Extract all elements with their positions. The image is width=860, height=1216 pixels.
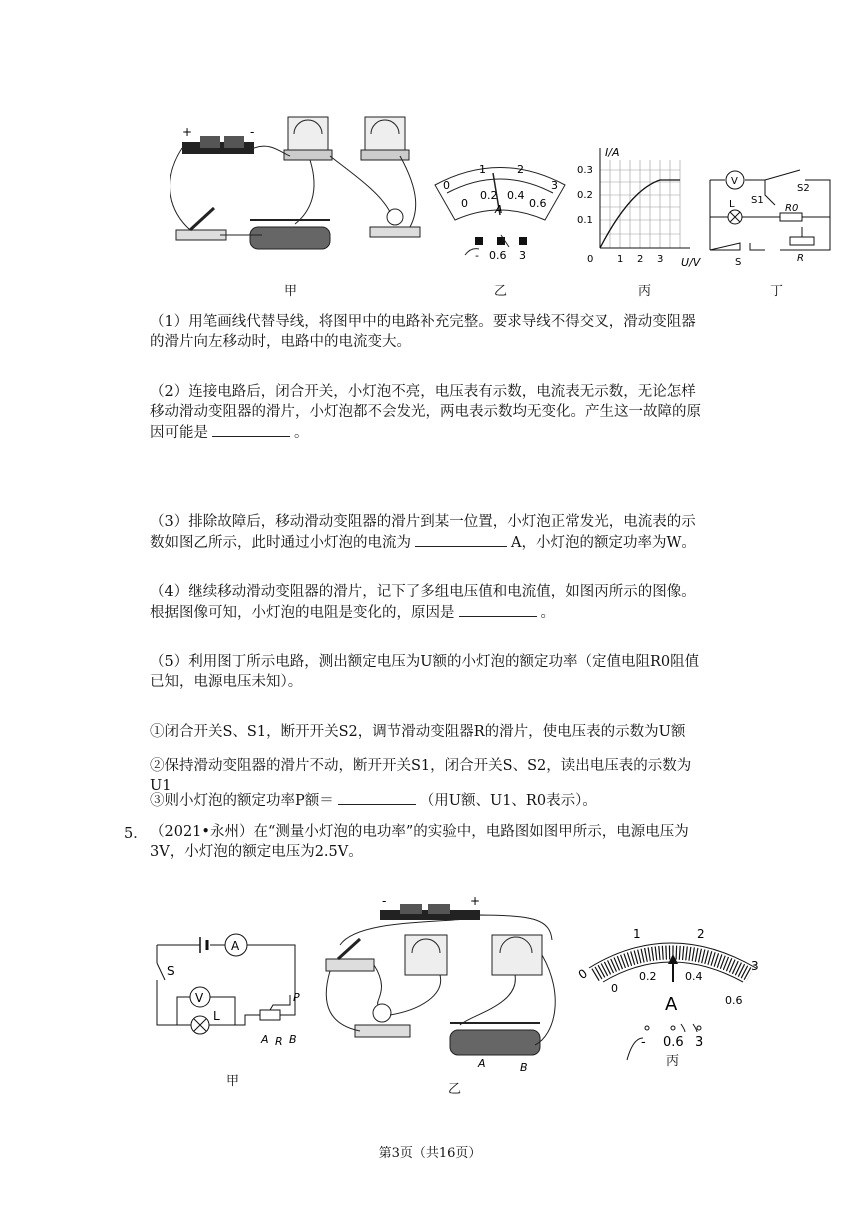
question-4-end: 。 — [540, 605, 555, 621]
answer-blank-power[interactable] — [338, 790, 416, 805]
bottom-V: V — [195, 991, 204, 1005]
meter-top-2: 2 — [517, 163, 524, 176]
bottom-B: B — [289, 1033, 297, 1046]
figure-bing-meter-bottom — [575, 920, 765, 1070]
meter-bot-3: 0.6 — [529, 197, 547, 210]
question-1: （1）用笔画线代替导线，将图甲中的电路补充完整。要求导线不得交叉，滑动变阻器的滑片向左移动时，电路中的电流变大。 — [150, 314, 696, 350]
graph-xtick-0: 0 — [587, 254, 594, 265]
step-3-end: （用U额、U1、R0表示）。 — [419, 793, 597, 809]
meter-top-0: 0 — [443, 179, 450, 192]
step-3-text: ③则小灯泡的额定功率P额＝ — [150, 793, 334, 809]
rheo-A: A — [478, 1057, 486, 1070]
graph-ytick-1: 0.2 — [577, 190, 593, 201]
figure-jia-top — [170, 112, 430, 272]
answer-blank-4[interactable] — [459, 602, 537, 617]
graph-ytick-0: 0.3 — [577, 165, 593, 176]
caption-bottom-jia: 甲 — [226, 1074, 240, 1089]
step-3 — [150, 790, 710, 811]
caption-ding: 丁 — [770, 284, 784, 299]
bottom-A: A — [261, 1033, 269, 1046]
ding-V: V — [731, 176, 738, 187]
meter-top-1: 1 — [479, 163, 486, 176]
caption-bottom-bing: 丙 — [666, 1054, 680, 1069]
ding-S2: S2 — [797, 183, 810, 194]
question-5-intro: （5）利用图丁所示电路，测出额定电压为U额的小灯泡的额定功率（定值电阻R0阻值已知，电源电压未知）。 — [150, 654, 700, 690]
meter-bot-1: 0.2 — [480, 189, 498, 202]
meter-term-1: 0.6 — [489, 249, 507, 262]
question-5-number: 5． — [124, 826, 148, 842]
question-4-text: （4）继续移动滑动变阻器的滑片，记下了多组电压值和电流值，如图丙所示的图像。根据图像可知，小灯泡的电阻是变化的，原因是 — [150, 584, 696, 621]
step-2: ②保持滑动变阻器的滑片不动，断开开关S1，闭合开关S、S2，读出电压表的示数为U1 — [150, 758, 692, 794]
graph-xtick-2: 2 — [637, 254, 644, 265]
meter-term-0: - — [475, 249, 479, 262]
bottom-meter-top-2: 2 — [697, 927, 705, 941]
caption-yi: 乙 — [494, 284, 508, 299]
graph-ylabel: I/A — [605, 146, 620, 159]
bottom-meter-bot-3: 0.6 — [725, 994, 743, 1007]
figure-yi-bottom — [320, 895, 565, 1075]
question-5-stem: （2021•永州）在“测量小灯泡的电功率”的实验中，电路图如图甲所示，电源电压为3V，小灯泡的额定电压为2.5V。 — [150, 824, 689, 860]
ding-R: R — [797, 253, 804, 264]
question-2-text: （2）连接电路后，闭合开关，小灯泡不亮，电压表有示数，电流表无示数，无论怎样移动滑动变阻器的滑片，小灯泡都不会发光，两电表示数均无变化。产生这一故障的原因可能是 — [150, 384, 701, 441]
caption-bing: 丙 — [638, 284, 652, 299]
rheo-B: B — [520, 1061, 528, 1074]
question-3-mid: A，小灯泡的额定功率为 — [511, 535, 667, 551]
svg-text:0: 0 — [575, 966, 590, 983]
question-2 — [150, 382, 710, 443]
step-1: ①闭合开关S、S1，断开开关S2，调节滑动变阻器R的滑片，使电压表的示数为U额 — [150, 724, 686, 740]
bottom-ammeter-A: A — [231, 939, 240, 953]
bottom-P: P — [293, 991, 300, 1004]
question-4 — [150, 582, 710, 623]
answer-blank-2[interactable] — [212, 422, 290, 437]
bottom-meter-top-1: 1 — [633, 927, 641, 941]
meter-top-3: 3 — [551, 179, 558, 192]
svg-text:-: - — [382, 895, 387, 908]
question-2-end: 。 — [294, 425, 309, 441]
answer-blank-3a[interactable] — [415, 532, 507, 547]
bottom-meter-bot-0: 0 — [611, 982, 618, 995]
bottom-meter-bot-2: 0.4 — [685, 970, 703, 983]
bottom-meter-top-3: 3 — [751, 959, 759, 973]
svg-text:-: - — [250, 125, 255, 139]
bottom-meter-letter: A — [665, 994, 678, 1015]
graph-xlabel: U/V — [681, 256, 701, 269]
ding-S: S — [735, 257, 742, 268]
svg-text:+: + — [182, 125, 193, 139]
svg-text:+: + — [470, 895, 481, 908]
caption-jia: 甲 — [284, 284, 298, 299]
graph-xtick-3: 3 — [657, 254, 664, 265]
meter-term-2: 3 — [519, 249, 526, 262]
graph-xtick-1: 1 — [617, 254, 624, 265]
bottom-S: S — [167, 964, 175, 978]
bottom-R: R — [275, 1035, 283, 1048]
figure-jia-bottom — [145, 925, 320, 1065]
bottom-meter-term-1: 0.6 — [663, 1035, 684, 1050]
ding-S1: S1 — [751, 195, 764, 206]
question-3 — [150, 512, 710, 553]
figure-bing-graph — [575, 140, 705, 275]
figure-yi-meter — [425, 155, 575, 265]
bottom-meter-bot-1: 0.2 — [639, 970, 657, 983]
page-footer: 第3页（共16页） — [378, 1146, 482, 1161]
bottom-meter-term-0: - — [641, 1035, 646, 1050]
meter-bot-0: 0 — [461, 197, 468, 210]
meter-letter: A — [495, 203, 503, 216]
caption-bottom-yi: 乙 — [448, 1082, 462, 1097]
meter-bot-2: 0.4 — [507, 189, 525, 202]
bottom-meter-term-2: 3 — [695, 1035, 704, 1050]
figure-ding-circuit — [705, 165, 845, 275]
graph-ytick-2: 0.1 — [577, 215, 593, 226]
question-3-end: W。 — [666, 535, 696, 551]
question-3-text: （3）排除故障后，移动滑动变阻器的滑片到某一位置，小灯泡正常发光，电流表的示数如图乙所示，此时通过小灯泡的电流为 — [150, 514, 696, 551]
bottom-L: L — [213, 1009, 220, 1023]
ding-R0: R0 — [785, 203, 799, 214]
ding-L: L — [729, 199, 735, 210]
